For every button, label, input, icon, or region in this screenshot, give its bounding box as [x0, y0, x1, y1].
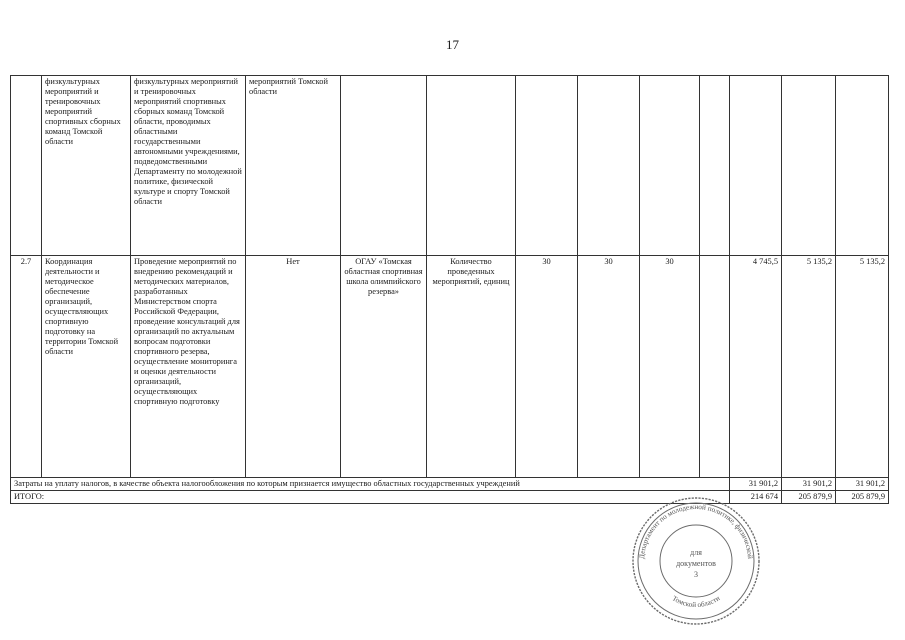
- stamp-bottom-text: Томской области: [670, 594, 722, 610]
- indicator-value-cell: 30: [578, 256, 640, 478]
- total-value-cell: 214 674: [730, 491, 782, 504]
- indicator-value-cell: [578, 76, 640, 256]
- indicator-value-cell: [516, 76, 578, 256]
- stamp-outer-text: Департамент по молодежной политике, физической: [637, 502, 754, 560]
- tax-value-cell: 31 901,2: [730, 478, 782, 491]
- column-3-cell: мероприятий Томской области: [246, 76, 341, 256]
- row-number-cell: 2.7: [11, 256, 42, 478]
- page-number: 17: [446, 37, 459, 52]
- indicator-value-cell: 30: [640, 256, 700, 478]
- row-number-cell: [11, 76, 42, 256]
- tax-value-cell: 31 901,2: [836, 478, 889, 491]
- executor-cell: [341, 76, 427, 256]
- official-stamp: [630, 495, 762, 627]
- program-table: [10, 75, 889, 504]
- column-3-cell: Нет: [246, 256, 341, 478]
- tax-row-label: Затраты на уплату налогов, в качестве объекта налогообложения по которым признается имущество областных государственных учреждений: [11, 478, 730, 491]
- task-cell: Координация деятельности и методическое обеспечение организаций, осуществляющих спортивную подготовку на территории Томской области: [42, 256, 131, 478]
- indicator-value-cell: [640, 76, 700, 256]
- funding-cell: [782, 76, 836, 256]
- table-row: [11, 256, 889, 478]
- empty-cell: [700, 256, 730, 478]
- funding-cell: 4 745,5: [730, 256, 782, 478]
- indicator-cell: Количество проведенных мероприятий, единиц: [427, 256, 516, 478]
- event-cell: физкультурных мероприятий и тренировочных мероприятий спортивных сборных команд Томской области, проводимых областными государственными автономными учреждениями, подведомственными Департаменту по молодежной политике, физической культуре и спорту Томской области: [131, 76, 246, 256]
- total-value-cell: 205 879,9: [836, 491, 889, 504]
- event-cell: Проведение мероприятий по внедрению рекомендаций и методических материалов, разработанных Министерством спорта Российской Федерации, проведение консультаций для организаций по актуальным вопросам подготовки спортивного резерва, осуществление мониторинга и оценки деятельности организаций, осуществляющих спортивную подготовку: [131, 256, 246, 478]
- funding-cell: 5 135,2: [782, 256, 836, 478]
- tax-value-cell: 31 901,2: [782, 478, 836, 491]
- funding-cell: [730, 76, 782, 256]
- funding-cell: [836, 76, 889, 256]
- stamp-center-line-2: документов: [676, 559, 716, 568]
- executor-cell: ОГАУ «Томская областная спортивная школа олимпийского резерва»: [341, 256, 427, 478]
- table-row: [11, 76, 889, 256]
- total-value-cell: 205 879,9: [782, 491, 836, 504]
- stamp-center-line-1: для: [690, 548, 702, 557]
- stamp-center-number: 3: [694, 570, 698, 579]
- funding-cell: 5 135,2: [836, 256, 889, 478]
- empty-cell: [700, 76, 730, 256]
- tax-row: [11, 478, 889, 491]
- task-cell: физкультурных мероприятий и тренировочных мероприятий спортивных сборных команд Томской области: [42, 76, 131, 256]
- indicator-cell: [427, 76, 516, 256]
- indicator-value-cell: 30: [516, 256, 578, 478]
- total-row-label: ИТОГО:: [11, 491, 730, 504]
